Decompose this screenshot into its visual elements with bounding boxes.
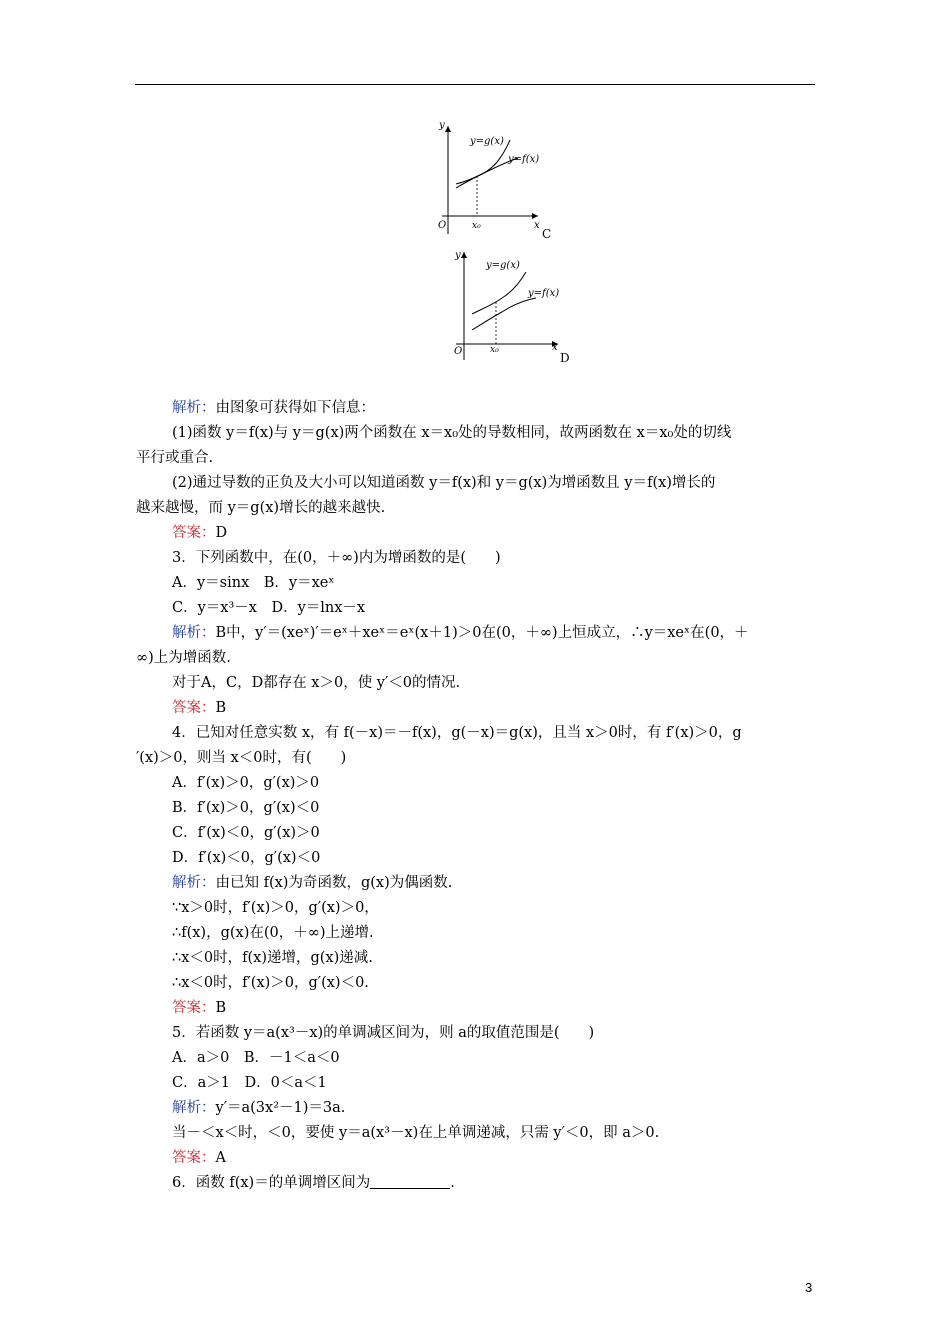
q4-step-3: ∴x＜0时，f(x)递增，g(x)递减. <box>172 950 373 966</box>
q2-point-1: (1)函数 y＝f(x)与 y＝g(x)两个函数在 x＝x₀处的导数相同，故两函数在 x＝x₀处的切线 <box>172 425 732 441</box>
x-axis-label: x <box>534 220 540 231</box>
q4-analysis-line <box>172 873 452 893</box>
header-rule <box>135 84 815 85</box>
q3-analysis-text: B中，y′＝(xeˣ)′＝eˣ＋xeˣ＝eˣ(x＋1)＞0在(0，＋∞)上恒成立，∴y＝xeˣ在(0，＋ <box>215 625 749 641</box>
q3-answer-line <box>172 698 226 718</box>
q4-option-a: A．f′(x)＞0，g′(x)＞0 <box>172 775 320 791</box>
answer-blank <box>370 1176 450 1189</box>
q3-answer: B <box>215 700 227 716</box>
q4-step-2: ∴f(x)，g(x)在(0，＋∞)上递增. <box>172 925 374 941</box>
graph-d <box>446 244 576 368</box>
page-number: 3 <box>805 1280 813 1295</box>
g-curve-label: y=g(x) <box>470 136 504 147</box>
q4-option-b: B．f′(x)＞0，g′(x)＜0 <box>172 800 320 816</box>
q5-options-cd: C．a＞1 D．0＜a＜1 <box>172 1075 327 1091</box>
q4-step-4: ∴x＜0时，f′(x)＞0，g′(x)＜0. <box>172 975 369 991</box>
g-curve-label: y=g(x) <box>486 260 520 271</box>
q4-answer-line <box>172 998 226 1018</box>
q6-stem: 6．函数 f(x)＝的单调增区间为 <box>172 1175 371 1191</box>
figure-letter: D <box>560 351 570 365</box>
x0-label: x₀ <box>472 221 481 231</box>
q5-answer-line <box>172 1148 226 1168</box>
q5-options-ab: A．a＞0 B．－1＜a＜0 <box>172 1050 340 1066</box>
q3-analysis-line <box>172 623 749 643</box>
q2-analysis-line <box>172 398 375 418</box>
figure-letter: C <box>542 227 552 241</box>
q6-stem-line <box>172 1173 455 1193</box>
f-curve-label: y=f(x) <box>508 154 540 165</box>
q3-options-cd: C．y＝x³－x D．y＝lnx－x <box>172 600 366 616</box>
analysis-label: 解析： <box>172 875 216 891</box>
q5-step-1: 当－＜x＜时，＜0，要使 y＝a(x³－x)在上单调递减，只需 y′＜0，即 a＞0. <box>172 1125 660 1141</box>
origin-label: O <box>438 220 447 231</box>
q4-stem: 4．已知对任意实数 x，有 f(－x)＝－f(x)，g(－x)＝g(x)，且当 x＞0时，有 f′(x)＞0，g <box>172 725 742 741</box>
answer-label: 答案： <box>172 525 216 541</box>
q4-option-d: D．f′(x)＜0，g′(x)＜0 <box>172 850 321 866</box>
q4-answer: B <box>215 1000 227 1016</box>
y-axis-label: y <box>439 120 445 131</box>
q3-stem: 3．下列函数中，在(0，＋∞)内为增函数的是( ) <box>172 550 501 566</box>
q6-stem-end: . <box>450 1175 455 1191</box>
q5-analysis-line <box>172 1098 345 1118</box>
q4-stem-cont: ′(x)＞0，则当 x＜0时，有( ) <box>136 750 347 766</box>
x-axis-label: x <box>552 342 558 353</box>
answer-label: 答案： <box>172 700 216 716</box>
q3-note: 对于A，C，D都存在 x＞0，使 y′＜0的情况. <box>172 675 461 691</box>
x0-label: x₀ <box>490 345 499 355</box>
answer-label: 答案： <box>172 1000 216 1016</box>
answer-label: 答案： <box>172 1150 216 1166</box>
q5-stem: 5．若函数 y＝a(x³－x)的单调减区间为，则 a的取值范围是( ) <box>172 1025 595 1041</box>
q5-answer: A <box>215 1150 226 1166</box>
q2-analysis-text: 由图象可获得如下信息： <box>215 400 375 416</box>
q2-answer: D <box>215 525 228 541</box>
graph-c <box>430 118 560 242</box>
analysis-label: 解析： <box>172 1100 216 1116</box>
analysis-label: 解析： <box>172 625 216 641</box>
y-axis-label: y <box>455 250 461 261</box>
f-curve-label: y=f(x) <box>528 288 560 299</box>
q2-point-2-cont: 越来越慢，而 y＝g(x)增长的越来越快. <box>136 500 386 516</box>
q3-analysis-cont: ∞)上为增函数. <box>136 650 231 666</box>
origin-label: O <box>454 346 463 357</box>
q4-option-c: C．f′(x)＜0，g′(x)＞0 <box>172 825 320 841</box>
analysis-label: 解析： <box>172 400 216 416</box>
q2-answer-line <box>172 523 227 543</box>
q3-options-ab: A．y＝sinx B．y＝xeˣ <box>172 575 335 591</box>
q2-point-1-cont: 平行或重合. <box>136 450 214 466</box>
q2-point-2: (2)通过导数的正负及大小可以知道函数 y＝f(x)和 y＝g(x)为增函数且 y＝f(x)增长的 <box>172 475 716 491</box>
q4-step-1: ∵x＞0时，f′(x)＞0，g′(x)＞0， <box>172 900 379 916</box>
q5-analysis-text: y′＝a(3x²－1)＝3a. <box>215 1100 346 1116</box>
q4-analysis-text: 由已知 f(x)为奇函数，g(x)为偶函数. <box>215 875 453 891</box>
